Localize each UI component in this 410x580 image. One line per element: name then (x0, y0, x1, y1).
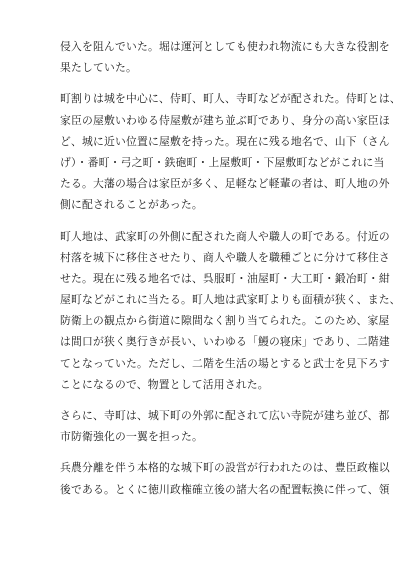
text-line: 町割りは城を中心に、侍町、町人、寺町などが配された。侍町とは、 (60, 92, 401, 106)
paragraph-temple-town (60, 405, 390, 447)
paragraph-moat (60, 36, 390, 78)
text-line: 町人地は、武家町の外側に配された商人や職人の町である。付近の (60, 229, 390, 243)
text-line: 侵入を阻んでいた。堀は運河としても使われ物流にも大きな役割を (60, 40, 390, 53)
paragraph-samurai-town (60, 88, 401, 215)
text-line: は間口が狭く奥行きが長い、いわゆる「鰻の寝床」であり、二階建 (60, 335, 390, 349)
text-line: 側に配されることがあった。 (60, 198, 203, 212)
text-line: げ）・番町・弓之町・鉄砲町・上屋敷町・下屋敷町などがこれに当 (60, 155, 385, 169)
text-line: 村落を城下に移住させたり、商人や職人を職種ごとに分けて移住さ (60, 250, 390, 264)
paragraph-merchant-town (60, 226, 401, 396)
text-line: 家臣の屋敷いわゆる侍屋敷が建ち並ぶ町であり、身分の高い家臣ほ (60, 113, 390, 127)
text-line: さらに、寺町は、城下町の外郭に配されて広い寺院が建ち並び、都 (60, 409, 390, 422)
document-body (60, 36, 401, 510)
text-line: 防衛上の観点から街道に隙間なく割り当てられた。このため、家屋 (60, 314, 390, 328)
text-line: せた。現在に残る地名では、呉服町・油屋町・大工町・鍛冶町・紺 (60, 271, 390, 285)
text-line: たる。大藩の場合は家臣が多く、足軽など軽輩の者は、町人地の外 (60, 177, 390, 191)
text-line: 屋町などがこれに当たる。町人地は武家町よりも面積が狭く、また、 (60, 293, 401, 307)
text-line: 市防衛強化の一翼を担った。 (60, 430, 203, 444)
text-line: 兵農分離を伴う本格的な城下町の設営が行われたのは、豊臣政権以 (60, 461, 390, 475)
text-line: 後である。とくに徳川政権確立後の諸大名の配置転換に伴って、領 (60, 482, 390, 496)
text-line: ことになるので、物置として活用された。 (60, 377, 269, 391)
text-line: ど、城に近い位置に屋敷を持った。現在に残る地名で、山下（さん (60, 134, 390, 148)
text-line: 果たしていた。 (60, 61, 137, 75)
paragraph-castle-town-history (60, 457, 390, 499)
text-line: てとなっていた。ただし、二階を生活の場とすると武士を見下ろす (60, 356, 390, 370)
